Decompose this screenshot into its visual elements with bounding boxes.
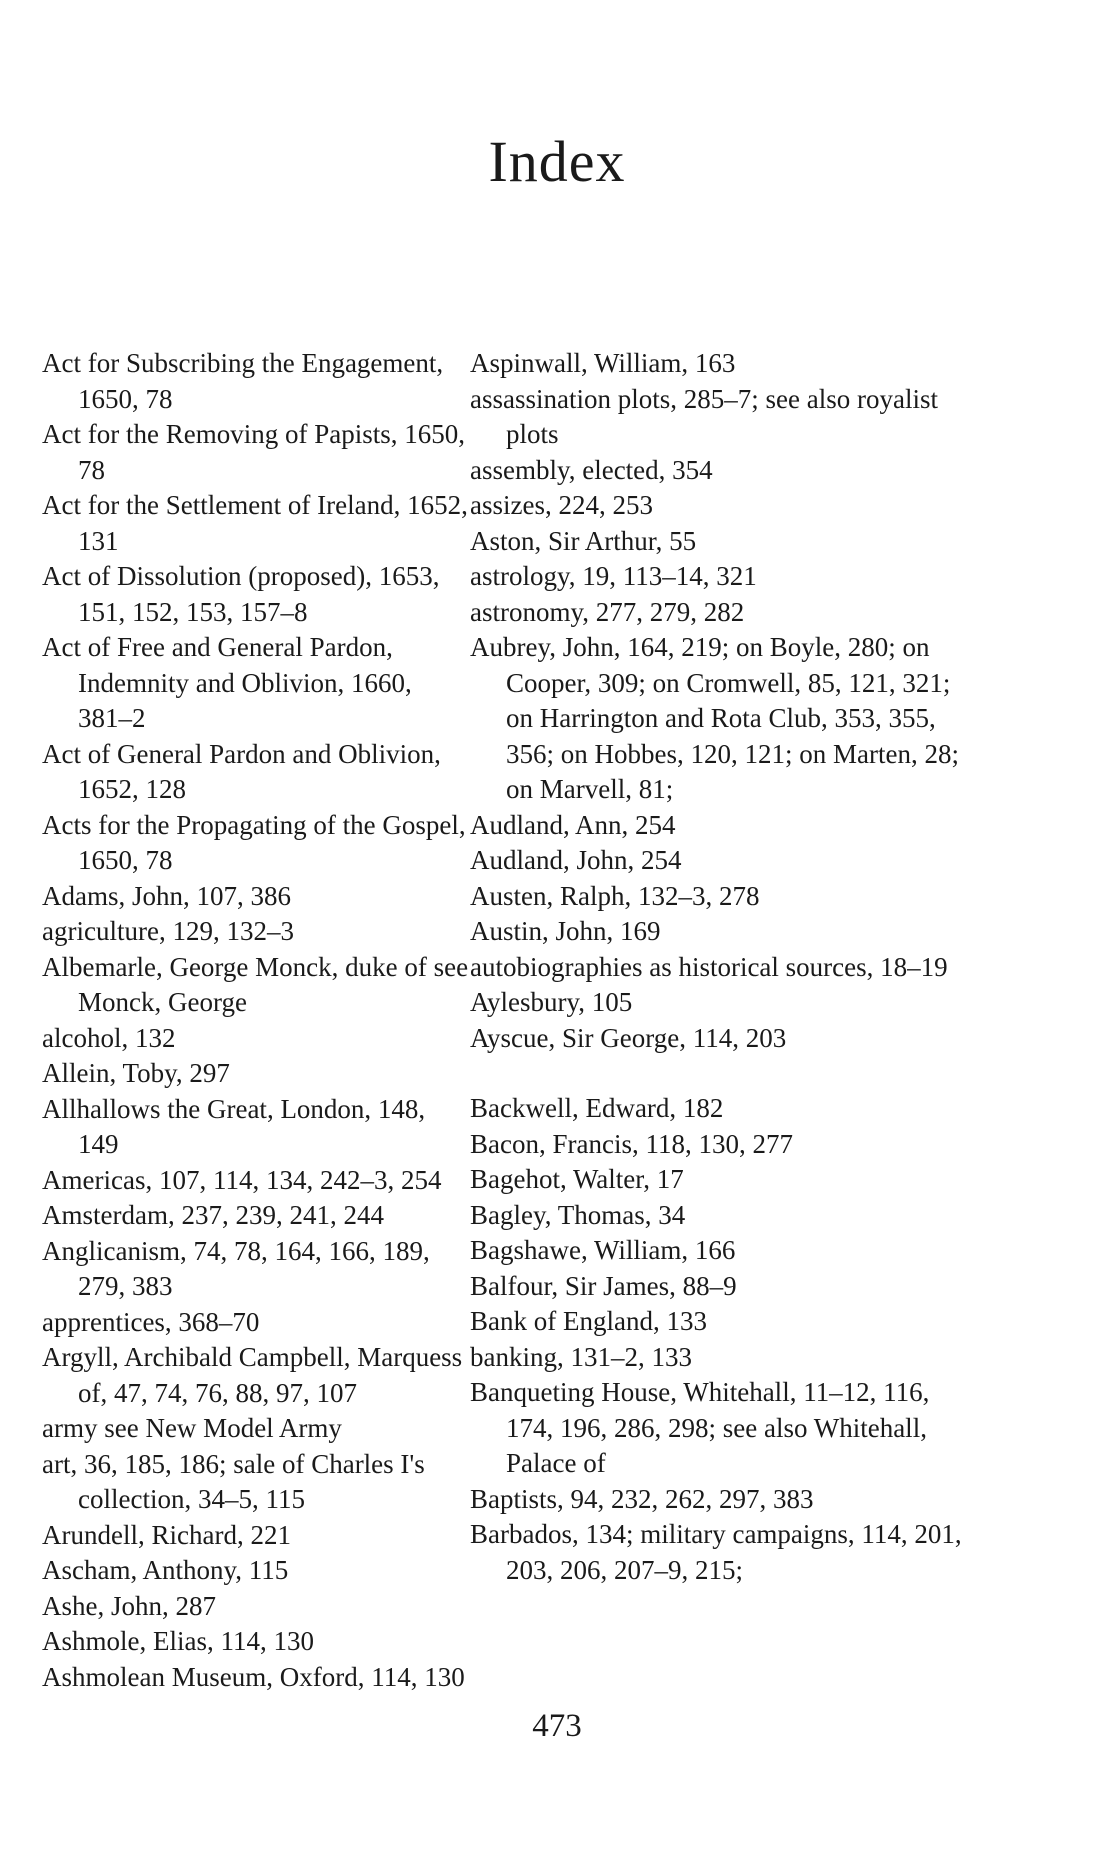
- index-entry: Banqueting House, Whitehall, 11–12, 116, 174, 196, 286, 298; see also Whitehall, Palace of: [470, 1377, 930, 1478]
- index-entry: Aspinwall, William, 163: [470, 348, 736, 378]
- index-entry: Arundell, Richard, 221: [42, 1519, 291, 1550]
- index-entry: Backwell, Edward, 182: [470, 1093, 724, 1123]
- index-entry: Allein, Toby, 297: [42, 1058, 230, 1088]
- index-entry: assassination plots, 285–7; see also royalist plots: [470, 383, 938, 449]
- index-entry: Anglicanism, 74, 78, 164, 166, 189, 279, 383: [42, 1235, 430, 1301]
- index-entry: art, 36, 185, 186; sale of Charles I's collection, 34–5, 115: [42, 1448, 425, 1514]
- index-entry: Audland, John, 254: [470, 845, 682, 875]
- index-entry: Adams, John, 107, 386: [42, 880, 291, 911]
- index-entry: Americas, 107, 114, 134, 242–3, 254: [42, 1164, 442, 1195]
- index-entry: Aston, Sir Arthur, 55: [470, 525, 697, 556]
- index-entry: Aubrey, John, 164, 219; on Boyle, 280; on Cooper, 309; on Cromwell, 85, 121, 321; on Harrington and Rota Club, 353, 355, 356; on Hobbes, 120, 121; on Marten, 28; on Marvell, 81;: [470, 632, 959, 804]
- index-entry: Bacon, Francis, 118, 130, 277: [470, 1128, 793, 1159]
- index-entry: banking, 131–2, 133: [470, 1341, 692, 1372]
- index-entry: Balfour, Sir James, 88–9: [470, 1270, 737, 1301]
- index-entry: astrology, 19, 113–14, 321: [470, 561, 757, 591]
- index-entry: Act for Subscribing the Engagement, 1650, 78: [42, 348, 444, 414]
- index-entry: Amsterdam, 237, 239, 241, 244: [42, 1200, 384, 1230]
- index-entry: Bagehot, Walter, 17: [470, 1164, 684, 1194]
- index-entry: Acts for the Propagating of the Gospel, 1650, 78: [42, 809, 466, 875]
- index-entry: Austen, Ralph, 132–3, 278: [470, 880, 760, 911]
- index-entry: Ascham, Anthony, 115: [42, 1555, 289, 1585]
- index-entry: Bagley, Thomas, 34: [470, 1199, 686, 1230]
- index-entry: army see New Model Army: [42, 1413, 342, 1443]
- index-entry: Austin, John, 169: [470, 916, 661, 946]
- index-entry: assembly, elected, 354: [470, 454, 713, 485]
- index-entry: Bagshawe, William, 166: [470, 1235, 736, 1265]
- index-entry: Ayscue, Sir George, 114, 203: [470, 1022, 787, 1053]
- index-entry: Bank of England, 133: [470, 1306, 707, 1336]
- index-entry: Ashmolean Museum, Oxford, 114, 130: [42, 1661, 465, 1692]
- index-entry: Allhallows the Great, London, 148, 149: [42, 1093, 426, 1159]
- index-entry: agriculture, 129, 132–3: [42, 916, 294, 946]
- index-entry: assizes, 224, 253: [470, 490, 653, 520]
- page-number: 473: [532, 1708, 582, 1744]
- index-entry: Argyll, Archibald Campbell, Marquess of, 47, 74, 76, 88, 97, 107: [42, 1342, 463, 1408]
- index-entry: Act for the Settlement of Ireland, 1652, 131: [42, 490, 468, 556]
- index-entry: Ashmole, Elias, 114, 130: [42, 1626, 314, 1656]
- index-entry: alcohol, 132: [42, 1022, 176, 1053]
- index-entry: Ashe, John, 287: [42, 1590, 216, 1621]
- index-entry: Audland, Ann, 254: [470, 809, 676, 840]
- index-entry: autobiographies as historical sources, 18–19: [470, 951, 948, 982]
- index-entry: Baptists, 94, 232, 262, 297, 383: [470, 1483, 814, 1514]
- index-entry: Act of Dissolution (proposed), 1653, 151, 152, 153, 157–8: [42, 561, 440, 627]
- index-entry: Barbados, 134; military campaigns, 114, 201, 203, 206, 207–9, 215;: [470, 1519, 962, 1585]
- index-entry: Act of Free and General Pardon, Indemnity and Oblivion, 1660, 381–2: [42, 632, 412, 733]
- index-entry: Albemarle, George Monck, duke of see Monck, George: [42, 951, 469, 1017]
- index-entry: Aylesbury, 105: [470, 987, 633, 1017]
- index-entry: apprentices, 368–70: [42, 1306, 260, 1337]
- page-title: Index: [488, 129, 626, 194]
- index-entry: Act of General Pardon and Oblivion, 1652, 128: [42, 738, 441, 804]
- letter-section-divider: [470, 1056, 970, 1091]
- index-entry: Act for the Removing of Papists, 1650, 78: [42, 419, 465, 485]
- index-column-right: [470, 346, 970, 1588]
- index-column-left: [42, 346, 472, 1695]
- index-entry: astronomy, 277, 279, 282: [470, 596, 745, 627]
